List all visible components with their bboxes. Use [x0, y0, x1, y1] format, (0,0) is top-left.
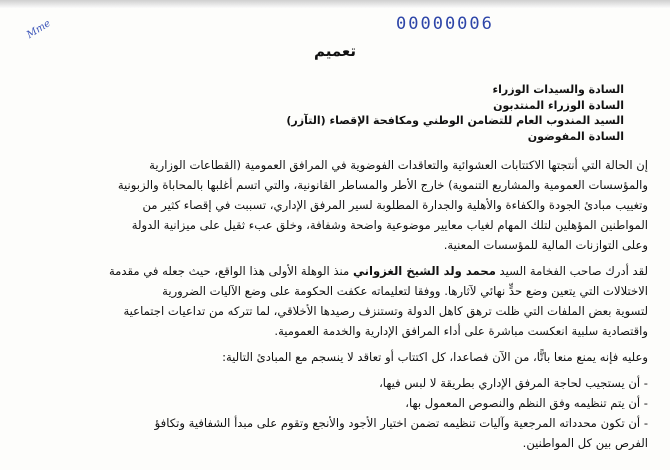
list-item: - أن يتم تنظيمه وفق النظم والنصوص المعمول بها،	[405, 396, 648, 410]
list-item: - أن يستجيب لحاجة المرفق الإداري بطريقة لا لبس فيها،	[379, 376, 648, 390]
addressee-line: السادة والسيدات الوزراء	[492, 83, 624, 96]
president-name: محمد ولد الشيخ الغزواني	[352, 264, 496, 278]
body-line: المواطنين المؤهلين لتلك المهام لغياب معايير موضوعية واضحة وشفافة، وخلق عبء ثقيل على ميزانية الدولة	[131, 218, 648, 232]
body-line: وعليه فإنه يمنع منعا باتًّا، من الآن فصاعدا، كل اكتتاب أو تعاقد لا ينسجم مع المبادئ التالية:	[222, 350, 648, 364]
document-title: تعميم	[313, 42, 357, 60]
body-line: الاختلالات التي يتعين وضع حدٍّ نهائي لآثارها. ووفقا لتعليماته عكفت الحكومة على وضع الآليات الضرورية	[162, 284, 648, 298]
document-body	[0, 155, 648, 453]
body-line: واقتصادية سلبية انعكست مباشرة على أداء المرافق الإدارية والخدمة العمومية.	[274, 324, 648, 338]
body-line	[0, 261, 648, 281]
list-item: - أن تكون محدداته المرجعية وآليات تنظيمه تضمن اختيار الأجود والأنجع وتقوم على مبدأ الشفافية وتكافؤ	[154, 416, 648, 430]
body-text-run: منذ الوهلة الأولى هذا الواقع، حيث جعله في مقدمة	[108, 264, 353, 278]
body-line: والمؤسسات العمومية والمشاريع التنموية) خارج الأطر والمساطر القانونية، والتي اتسم أغلبها بالمحاباة والزبونية	[117, 178, 648, 192]
list-item: الفرص بين كل المواطنين.	[522, 436, 648, 450]
body-line: وعلى التوازنات المالية للمؤسسات المعنية.	[443, 238, 648, 252]
addressees-block	[286, 82, 624, 144]
principles-list	[0, 373, 648, 453]
body-line: إن الحالة التي أنتجتها الاكتتابات العشوائية والتعاقدات الفوضوية في المرافق العمومية (القطاعات الوزارية	[149, 158, 648, 172]
paragraph-prohibition	[0, 347, 648, 367]
paragraph-context	[0, 155, 648, 255]
addressee-line: السادة المفوضون	[527, 129, 624, 143]
serial-number-stamp: 00000006	[396, 14, 494, 34]
body-line: وتغييب مبادئ الجودة والكفاءة والأهلية والجدارة المطلوبة لسير المرفق الإداري، تسببت في إقصاء كثير من	[142, 198, 648, 212]
paragraph-president	[0, 261, 648, 341]
body-text-run: لقد أدرك صاحب الفخامة السيد	[495, 264, 648, 278]
body-line: لتسوية بعض الملفات التي ظلت ترهق كاهل الدولة وتستنزف رصيدها الأخلاقي، لما تتركه من تداعيات اجتماعية	[123, 304, 648, 318]
addressee-line: السادة الوزراء المنتدبون	[493, 98, 624, 112]
scan-top-edge	[0, 0, 670, 8]
addressee-line: السيد المندوب العام للتضامن الوطني ومكافحة الإقصاء (التآزر)	[286, 114, 624, 127]
handwritten-margin-note: Mme	[25, 18, 53, 41]
